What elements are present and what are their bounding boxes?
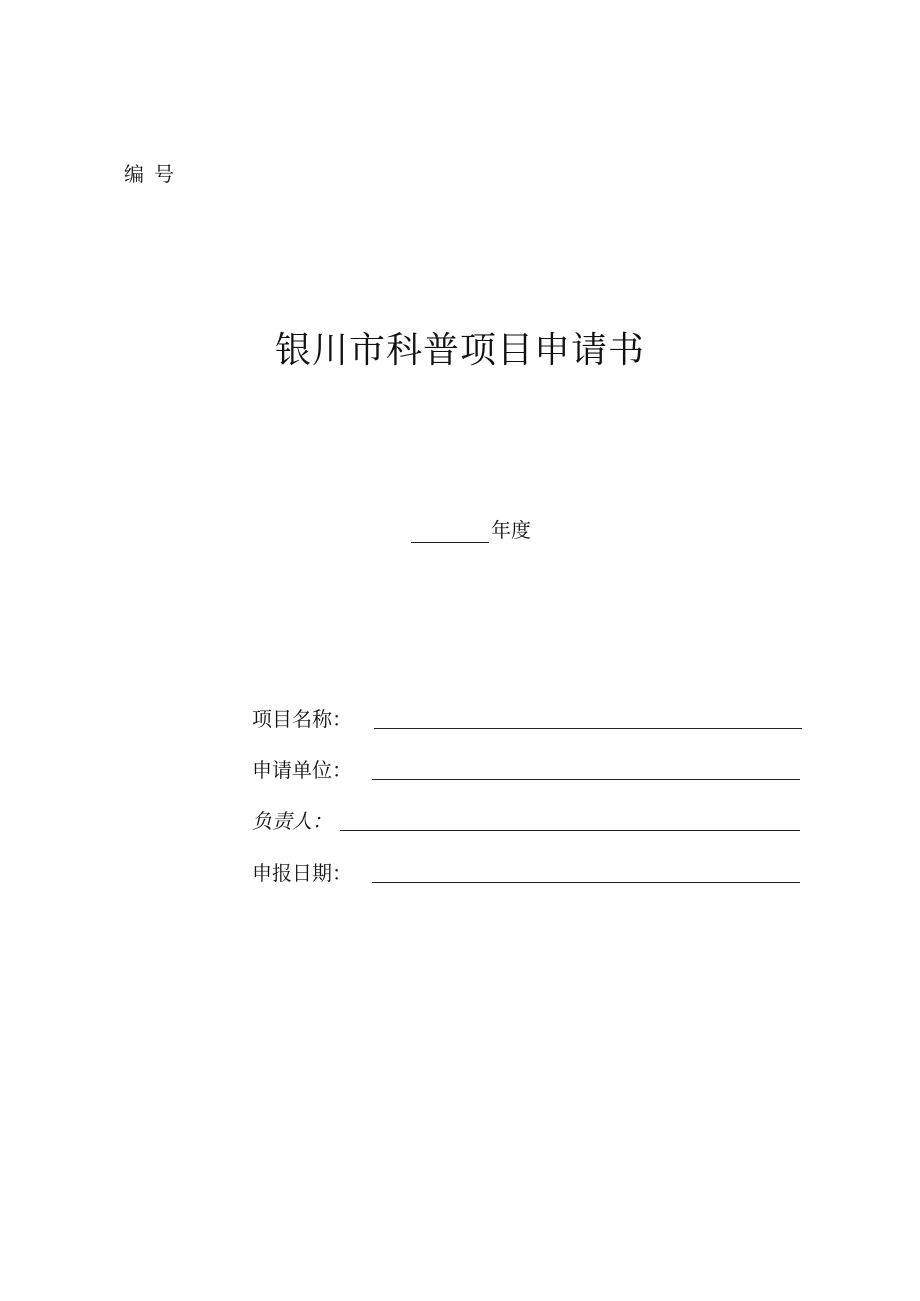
applicant-unit-label: 申请单位： — [252, 758, 352, 782]
project-name-field — [252, 704, 804, 734]
serial-number-label: 编号 — [124, 162, 184, 186]
year-field — [411, 513, 531, 543]
applicant-unit-field — [252, 755, 804, 785]
project-name-label: 项目名称： — [252, 707, 352, 731]
year-blank-line[interactable] — [411, 518, 489, 543]
application-date-blank-line[interactable] — [372, 882, 800, 883]
year-label: 年度 — [491, 518, 531, 542]
applicant-unit-blank-line[interactable] — [372, 779, 800, 780]
responsible-person-label: 负责人： — [252, 809, 332, 833]
responsible-person-field — [252, 806, 804, 836]
project-name-blank-line[interactable] — [374, 728, 802, 729]
application-date-field — [252, 858, 804, 888]
document-title: 银川市科普项目申请书 — [274, 330, 645, 371]
responsible-person-blank-line[interactable] — [340, 830, 800, 831]
application-date-label: 申报日期： — [252, 861, 352, 885]
